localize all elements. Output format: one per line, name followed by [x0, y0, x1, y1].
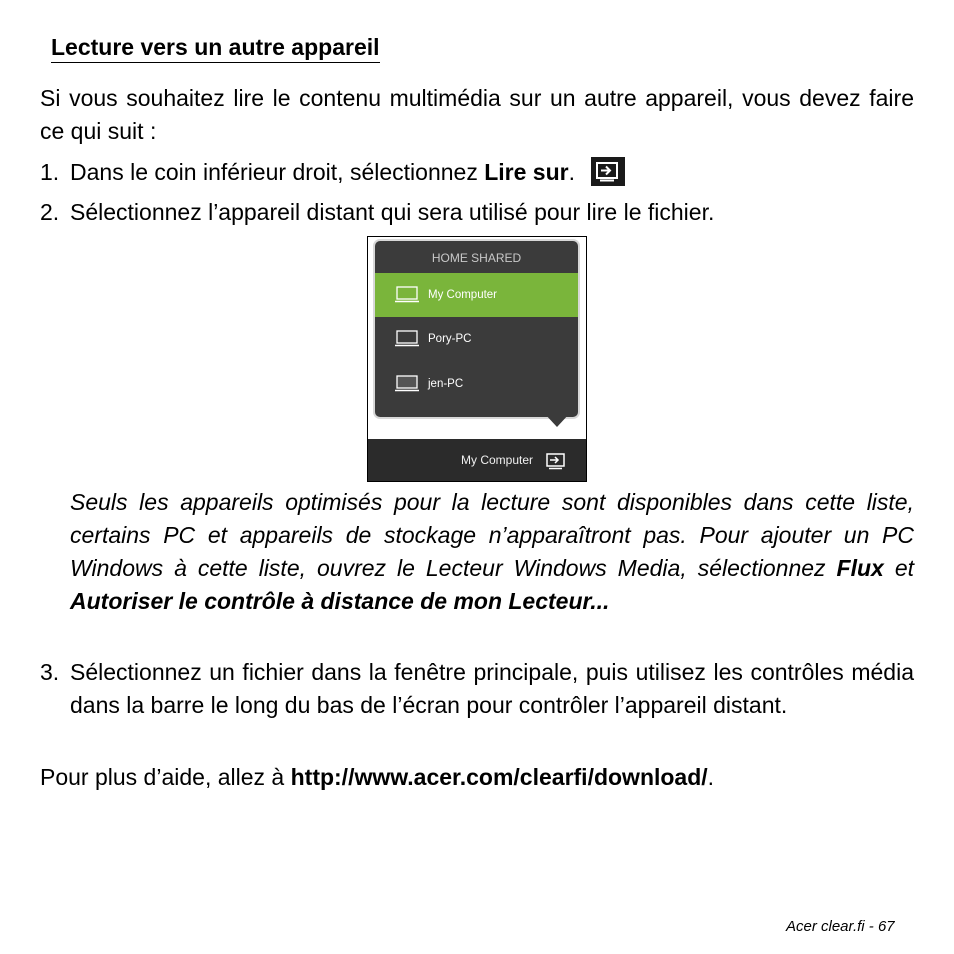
help-paragraph [40, 761, 714, 794]
note-bold-flux: Flux [836, 555, 884, 581]
note-paragraph [70, 486, 914, 618]
device-item-my-computer[interactable] [375, 273, 578, 317]
device-label: Pory-PC [428, 333, 472, 345]
step-2 [40, 196, 914, 229]
bottom-bar [368, 439, 586, 481]
note-text: Seuls les appareils optimisés pour la lecture sont disponibles dans cette liste, certains PC et appareils de stockage n’apparaîtront pas. Pour ajouter un PC Windows à cette liste, ouvrez le Lecteur Windows Media, sélectionnez [70, 489, 914, 581]
laptop-icon [395, 330, 419, 347]
popup-header: HOME SHARED [431, 251, 522, 265]
device-item-jen-pc[interactable] [375, 362, 578, 406]
step-3 [40, 656, 914, 722]
help-text-after: . [707, 764, 715, 790]
note-text-et: et [883, 555, 914, 581]
laptop-icon [395, 375, 419, 392]
page-footer: Acer clear.fi - 67 [786, 918, 895, 935]
device-label: jen-PC [428, 378, 464, 390]
help-link[interactable]: http://www.acer.com/clearfi/download/ [290, 764, 708, 790]
bottom-bar-label: My Computer [461, 453, 534, 467]
device-popup [375, 241, 578, 417]
step-text: Sélectionnez un fichier dans la fenêtre principale, puis utilisez les contrôles média dans la barre le long du bas de l’écran pour contrôler l’appareil distant. [70, 659, 914, 718]
step-1 [40, 156, 914, 189]
step-number: 1. [40, 159, 60, 185]
popup-pointer [544, 413, 570, 427]
page-heading: Lecture vers un autre appareil [51, 33, 380, 63]
step-bold-text: Lire sur [484, 159, 569, 185]
step-number: 2. [40, 199, 60, 225]
device-label: My Computer [428, 289, 498, 301]
help-text: Pour plus d’aide, allez à [40, 764, 291, 790]
step-text: Dans le coin inférieur droit, sélectionnez [70, 159, 485, 185]
step-number: 3. [40, 659, 60, 685]
laptop-icon [395, 286, 419, 303]
step-text-after: . [568, 159, 575, 185]
intro-paragraph: Si vous souhaitez lire le contenu multimédia sur un autre appareil, vous devez faire ce qui suit : [40, 85, 914, 144]
play-to-icon[interactable] [546, 453, 566, 470]
note-bold-autoriser: Autoriser le contrôle à distance de mon Lecteur... [70, 588, 610, 614]
device-item-pory-pc[interactable] [375, 317, 578, 361]
device-picker-screenshot [367, 236, 587, 482]
step-text: Sélectionnez l’appareil distant qui sera utilisé pour lire le fichier. [70, 199, 715, 225]
play-to-icon [591, 157, 625, 186]
